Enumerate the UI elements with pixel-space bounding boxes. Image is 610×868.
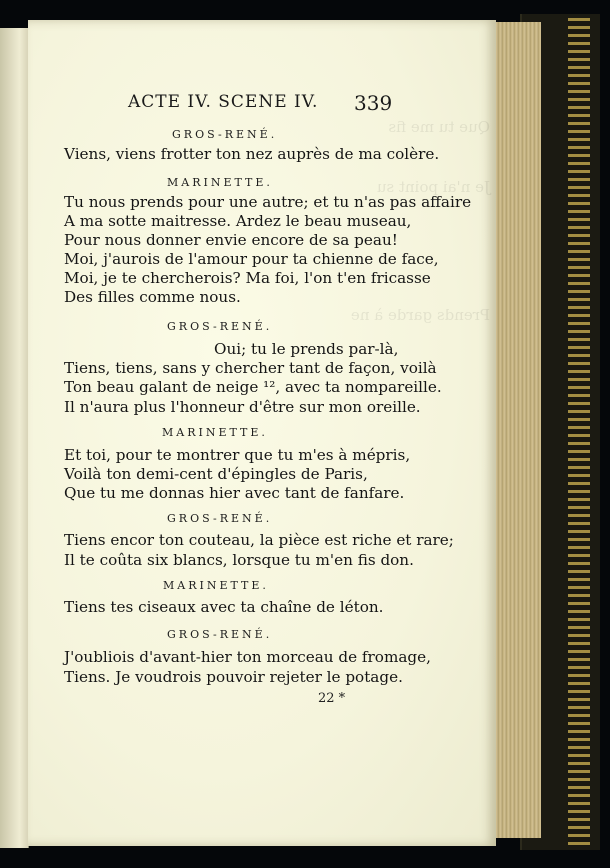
verse-line: Tu nous prends pour une autre; et tu n'as pas affaire bbox=[64, 193, 472, 211]
verse-line: Tiens encor ton couteau, la pièce est riche et rare; bbox=[64, 531, 454, 549]
verse-line: Moi, j'aurois de l'amour pour ta chienne de face, bbox=[64, 250, 439, 268]
verse-line: Voilà ton demi-cent d'épingles de Paris, bbox=[64, 465, 368, 483]
verse-line: Viens, viens frotter ton nez auprès de ma colère. bbox=[64, 145, 440, 163]
speaker-name: GROS-RENÉ. bbox=[167, 512, 273, 525]
show-through-decoration: Prends garde à ne bbox=[350, 306, 490, 324]
speaker-name: MARINETTE. bbox=[163, 579, 269, 592]
verse-line: Il n'aura plus l'honneur d'être sur mon oreille. bbox=[64, 398, 421, 416]
verse-line: Moi, je te chercherois? Ma foi, l'on t'en fricasse bbox=[64, 269, 431, 287]
verse-line: Tiens. Je voudrois pouvoir rejeter le potage. bbox=[64, 668, 403, 686]
verse-line: Il te coûta six blancs, lorsque tu m'en fis don. bbox=[64, 551, 414, 569]
verse-line: Tiens tes ciseaux avec ta chaîne de léton. bbox=[64, 598, 384, 616]
verse-line: Ton beau galant de neige ¹², avec ta nompareille. bbox=[64, 378, 442, 396]
speaker-name: GROS-RENÉ. bbox=[167, 628, 273, 641]
page-number: 339 bbox=[354, 91, 393, 115]
speaker-name: GROS-RENÉ. bbox=[172, 128, 278, 141]
verse-line: A ma sotte maitresse. Ardez le beau museau, bbox=[64, 212, 412, 230]
verse-line: Oui; tu le prends par-là, bbox=[214, 340, 399, 358]
speaker-name: GROS-RENÉ. bbox=[167, 320, 273, 333]
speaker-name: MARINETTE. bbox=[167, 176, 273, 189]
cover-gilt-tooling bbox=[568, 18, 590, 846]
verse-line: Pour nous donner envie encore de sa peau! bbox=[64, 231, 398, 249]
verse-line: J'oubliois d'avant-hier ton morceau de fromage, bbox=[64, 648, 431, 666]
verse-line: Des filles comme nous. bbox=[64, 288, 241, 306]
running-title: ACTE IV. SCENE IV. bbox=[128, 92, 319, 112]
verse-line: Et toi, pour te montrer que tu m'es à mépris, bbox=[64, 446, 411, 464]
verse-line: Que tu me donnas hier avec tant de fanfare. bbox=[64, 484, 405, 502]
facing-page-edge bbox=[0, 28, 29, 848]
show-through-decoration: Je n'ai point su bbox=[376, 178, 490, 196]
page-block-edges bbox=[494, 22, 541, 838]
verse-line: Tiens, tiens, sans y chercher tant de façon, voilà bbox=[64, 359, 437, 377]
show-through-decoration: Que tu me fis bbox=[388, 118, 490, 136]
signature-mark: 22 * bbox=[318, 691, 346, 706]
speaker-name: MARINETTE. bbox=[162, 426, 268, 439]
